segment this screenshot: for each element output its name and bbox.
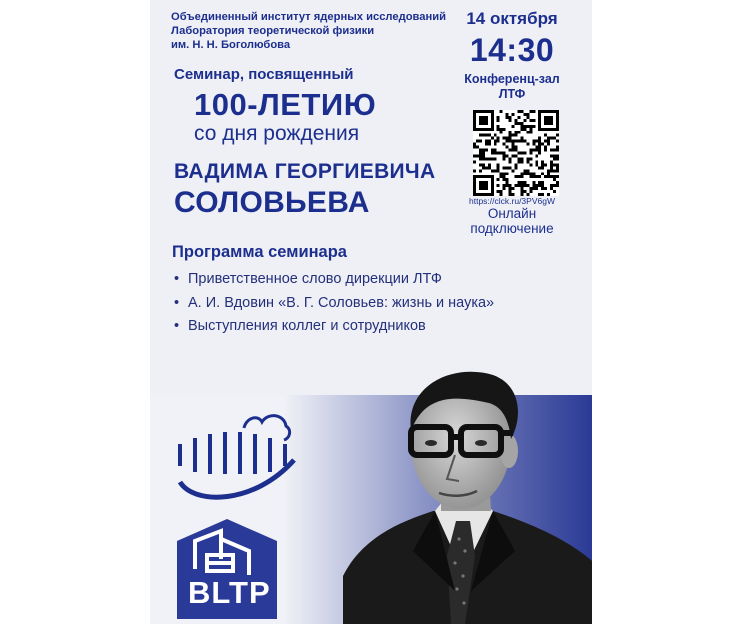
program-item: • Приветственное слово дирекции ЛТФ	[172, 268, 494, 292]
institute-line-2: Лаборатория теоретической физики	[171, 25, 375, 37]
institute-line-1: Объединенный институт ядерных исследований	[171, 11, 447, 23]
person-last-name: СОЛОВЬЕВА	[174, 186, 370, 219]
venue-line-2: ЛТФ	[498, 87, 526, 101]
qr-code-icon[interactable]	[473, 110, 559, 196]
venue-line-1: Конференц-зал	[464, 72, 560, 86]
online-url[interactable]: https://clck.ru/3PV6gW	[469, 196, 555, 206]
event-date: 14 октября	[466, 9, 558, 28]
institute-block	[171, 10, 451, 52]
program-item: • А. И. Вдовин «В. Г. Соловьев: жизнь и наука»	[172, 292, 494, 316]
seminar-subtitle: Семинар, посвященный	[174, 66, 354, 83]
program-heading: Программа семинара	[172, 243, 347, 261]
online-line-1: Онлайн	[487, 206, 537, 221]
bltp-logo-text: BLTP	[188, 575, 271, 610]
jinr-logo	[174, 410, 299, 510]
person-first-name: ВАДИМА ГЕОРГИЕВИЧА	[174, 160, 436, 183]
online-label	[453, 206, 571, 236]
event-time: 14:30	[469, 32, 555, 68]
program-item: • Выступления коллег и сотрудников	[172, 315, 494, 339]
program-list	[172, 268, 494, 339]
institute-line-3: им. Н. Н. Боголюбова	[171, 39, 291, 51]
anniversary-title: 100-ЛЕТИЮ	[194, 87, 377, 122]
since-birth: со дня рождения	[194, 122, 360, 145]
poster	[150, 0, 592, 624]
portrait-photo	[343, 361, 592, 624]
event-venue	[453, 72, 571, 102]
online-line-2: подключение	[470, 221, 554, 236]
